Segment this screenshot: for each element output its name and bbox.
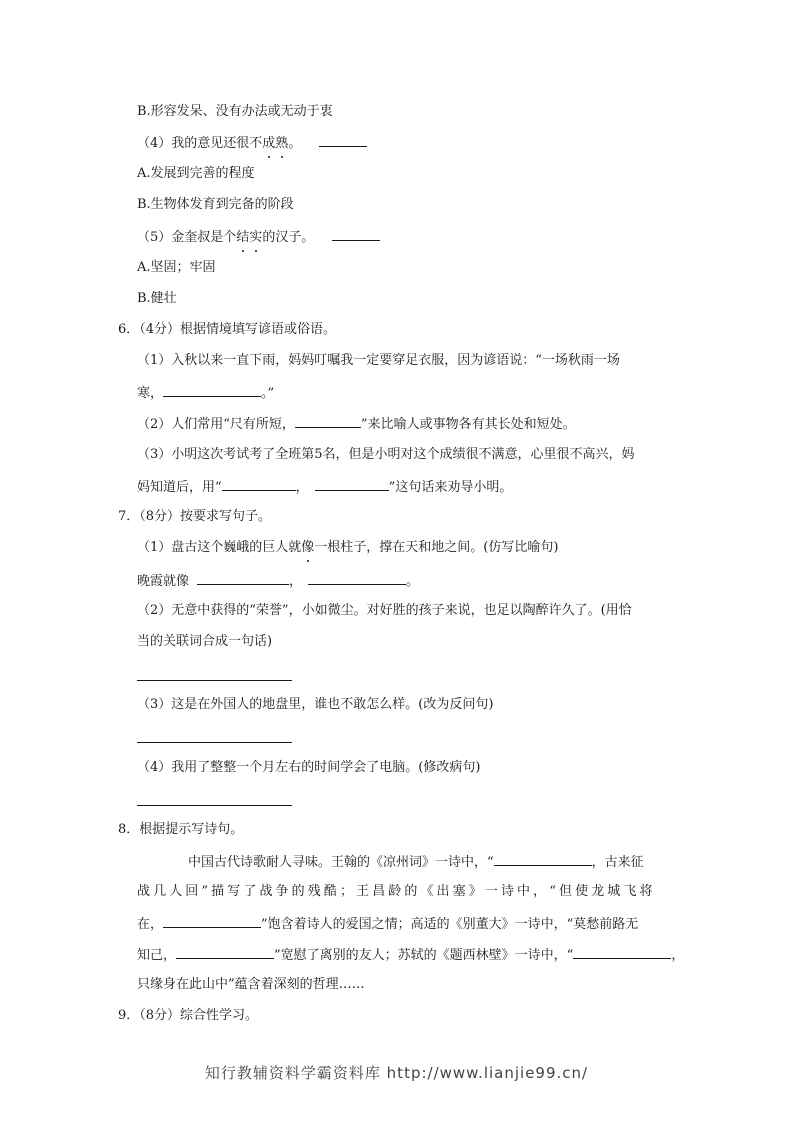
q5-s4-end: 。 [288, 136, 302, 151]
q8-line3-post: ”饱含着诗人的爱国之情；高适的《别董大》一诗中，“莫愁前路无 [261, 917, 639, 932]
q7-p1 [137, 538, 558, 558]
q6-p1-line2-pre: 寒， [137, 386, 164, 401]
q5-option-a4: A.发展到完善的程度 [137, 166, 255, 181]
q8-line4-pre: 知己， [137, 948, 177, 963]
answer-blank[interactable] [176, 944, 274, 959]
answer-blank[interactable] [222, 476, 296, 491]
q6-p3-line2-post: ”这句话来劝导小明。 [388, 480, 513, 495]
q6-p2-post: ”来比喻人或事物各有其长处和短处。 [360, 417, 576, 432]
q8-line4-end: ， [671, 948, 685, 963]
answer-line[interactable] [137, 805, 292, 806]
q7-p1-pre: （1）盘古这个巍峨的巨人就 [137, 540, 302, 555]
q7-p2-line2: 当的关联词合成一句话) [137, 634, 273, 649]
q6-p3-line1: （3）小明这次考试考了全班第5名，但是小明对这个成绩很不满意，心里很不高兴，妈 [137, 447, 635, 462]
answer-blank[interactable] [295, 413, 361, 428]
q7-p3: （3）这是在外国人的地盘里，谁也不敢怎么样。(改为反问句) [137, 697, 494, 712]
q7-p1-answer-mid: ， [289, 574, 303, 589]
q5-sentence-4 [137, 132, 367, 154]
q5-s5-end: 的汉子。 [262, 230, 315, 245]
answer-blank[interactable] [573, 944, 671, 959]
q5-s4-text: （4）我的意见还很不 [137, 136, 263, 151]
answer-blank[interactable] [494, 851, 592, 866]
emphasis-char: 成 [262, 134, 275, 154]
answer-line[interactable] [137, 680, 292, 681]
q7-p1-post: 一根柱子，撑在天和地之间。(仿写比喻句) [314, 540, 559, 555]
q6-p1-line2-post: 。” [261, 386, 275, 401]
q8-line3-pre: 在， [137, 917, 164, 932]
q8-line1-post: ，古来征 [591, 855, 644, 870]
q5-s5-text: （5）金奎叔是个 [137, 230, 237, 245]
q6-title: 6．（4分）根据情境填写谚语或俗语。 [118, 322, 337, 337]
q8-line1 [188, 851, 644, 873]
q8-line2: 战几人回”描写了战争的残酷；王昌龄的《出塞》一诗中，“但使龙城飞将 [137, 884, 656, 899]
q9-title: 9．（8分）综合性学习。 [118, 1008, 259, 1023]
q8-line4 [137, 944, 684, 966]
q7-p1-answer-pre: 晚霞就像 [137, 574, 190, 589]
q6-p3-line2-mid: ， [295, 480, 309, 495]
q7-p1-answer [137, 570, 419, 592]
answer-line[interactable] [137, 742, 292, 743]
q8-line4-post: ”宽慰了离别的友人；苏轼的《题西林壁》一诗中，“ [274, 948, 574, 963]
q7-title: 7．（8分）按要求写句子。 [118, 509, 272, 524]
q8-line3 [137, 913, 638, 935]
q6-p2 [137, 413, 576, 435]
q6-p1-line2 [137, 382, 274, 404]
emphasis-char: 熟 [275, 134, 288, 154]
emphasis-char: 实 [249, 228, 262, 248]
q5-sentence-5 [137, 226, 380, 248]
q7-p2-line1: （2）无意中获得的“荣誉”，小如微尘。对好胜的孩子来说，也足以陶醉许久了。(用恰 [137, 603, 632, 618]
answer-blank[interactable] [319, 132, 367, 147]
emphasis-char: 像 [301, 538, 314, 558]
q8-title: 8．根据提示写诗句。 [118, 822, 244, 837]
q7-p1-answer-post: 。 [406, 574, 420, 589]
q8-line1-pre: 中国古代诗歌耐人寻味。王翰的《凉州词》一诗中，“ [188, 855, 494, 870]
q6-p3-line2 [137, 476, 512, 498]
q6-p2-pre: （2）人们常用“尺有所短， [137, 417, 295, 432]
q8-line5: 只缘身在此山中”蕴含着深刻的哲理…… [137, 977, 365, 992]
answer-blank[interactable] [332, 226, 380, 241]
q6-p1-line1: （1）入秋以来一直下雨，妈妈叮嘱我一定要穿足衣服，因为谚语说：“一场秋雨一场 [137, 353, 620, 368]
q7-p4: （4）我用了整整一个月左右的时间学会了电脑。(修改病句) [137, 760, 481, 775]
q5-option-b3: B.形容发呆、没有办法或无动于衷 [137, 104, 333, 119]
answer-blank[interactable] [197, 570, 289, 585]
q5-option-a5: A.坚固；牢固 [137, 260, 216, 275]
q5-option-b5: B.健壮 [137, 291, 177, 306]
answer-blank[interactable] [163, 382, 261, 397]
q5-option-b4: B.生物体发育到完备的阶段 [137, 197, 294, 212]
answer-blank[interactable] [315, 476, 389, 491]
answer-blank[interactable] [163, 913, 261, 928]
q6-p3-line2-pre: 妈知道后，用“ [137, 480, 222, 495]
answer-blank[interactable] [308, 570, 406, 585]
footer-watermark: 知行教辅资料学霸资料库 http://www.lianjie99.cn/ [204, 1064, 589, 1082]
emphasis-char: 结 [236, 228, 249, 248]
